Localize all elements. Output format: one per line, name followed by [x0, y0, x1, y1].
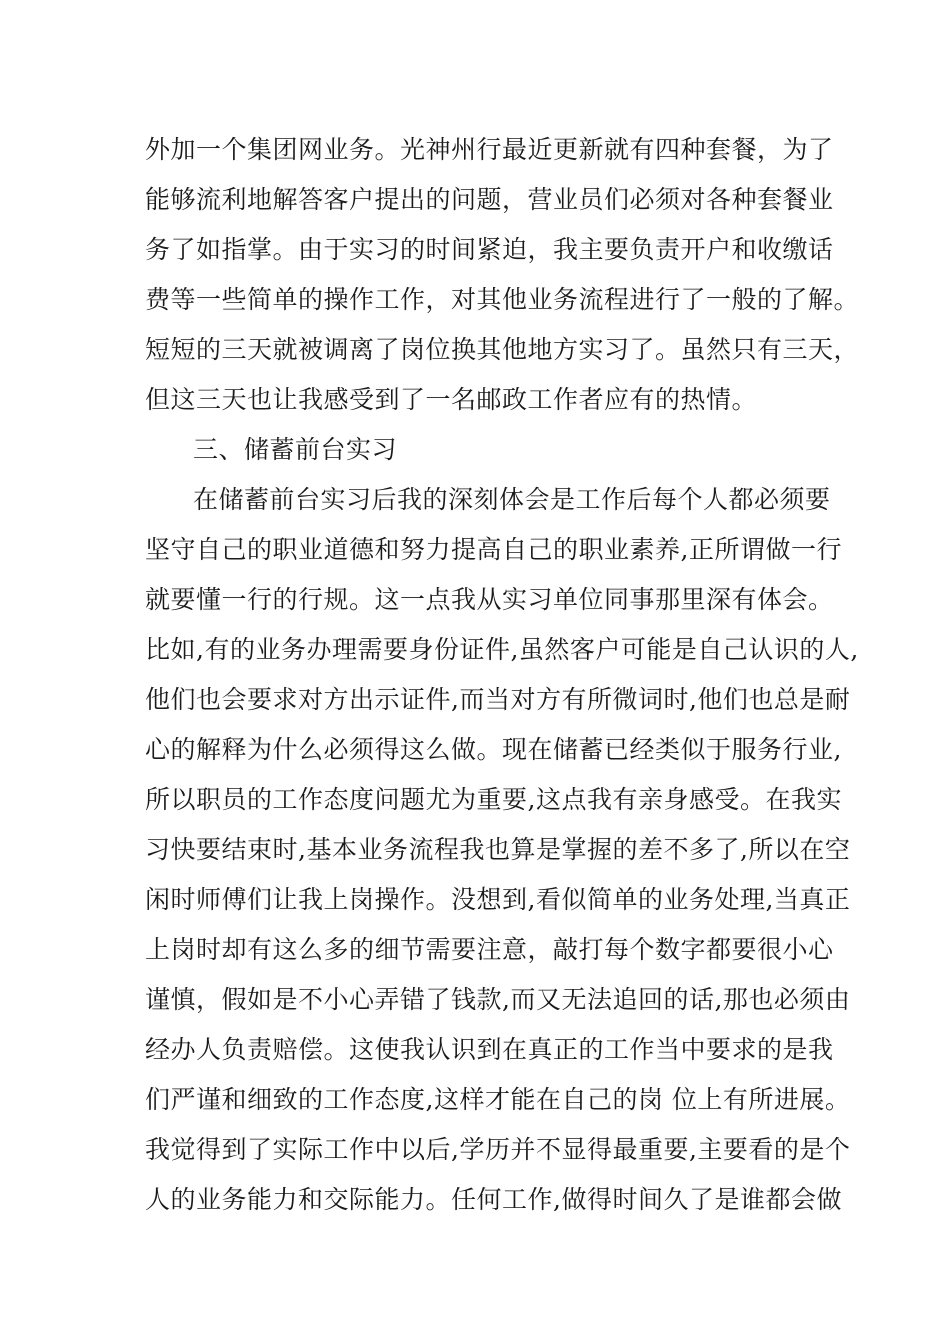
paragraph-line: 坚守自己的职业道德和努力提高自己的职业素养,正所谓做一行: [145, 535, 842, 564]
paragraph-line: 习快要结束时,基本业务流程我也算是掌握的差不多了,所以在空: [145, 835, 851, 864]
paragraph-line: 他们也会要求对方出示证件,而当对方有所微词时,他们也总是耐: [145, 685, 851, 714]
paragraph-line: 所以职员的工作态度问题尤为重要,这点我有亲身感受。在我实: [145, 785, 842, 814]
paragraph-line: 心的解释为什么必须得这么做。现在储蓄已经类似于服务行业,: [145, 735, 842, 764]
paragraph-line: 在储蓄前台实习后我的深刻体会是工作后每个人都必须要: [193, 485, 831, 514]
paragraph-line: 上岗时却有这么多的细节需要注意，敲打每个数字都要很小心: [145, 935, 834, 964]
paragraph-line: 费等一些简单的操作工作，对其他业务流程进行了一般的了解。: [145, 285, 860, 314]
section-heading: 三、储蓄前台实习: [193, 435, 398, 464]
paragraph-line: 比如,有的业务办理需要身份证件,虽然客户可能是自己认识的人,: [145, 635, 859, 664]
paragraph-line: 人的业务能力和交际能力。任何工作,做得时间久了是谁都会做: [145, 1185, 842, 1214]
paragraph-line: 就要懂一行的行规。这一点我从实习单位同事那里深有体会。: [145, 585, 834, 614]
paragraph-line: 能够流利地解答客户提出的问题，营业员们必须对各种套餐业: [145, 185, 834, 214]
paragraph-line: 们严谨和细致的工作态度,这样才能在自己的岗 位上有所进展。: [145, 1085, 851, 1114]
paragraph-line: 短短的三天就被调离了岗位换其他地方实习了。虽然只有三天，: [145, 335, 860, 364]
paragraph-line: 谨慎，假如是不小心弄错了钱款,而又无法追回的话,那也必须由: [145, 985, 851, 1014]
paragraph-line: 但这三天也让我感受到了一名邮政工作者应有的热情。: [145, 385, 758, 414]
paragraph-line: 外加一个集团网业务。光神州行最近更新就有四种套餐，为了: [145, 135, 834, 164]
paragraph-line: 我觉得到了实际工作中以后,学历并不显得最重要,主要看的是个: [145, 1135, 851, 1164]
paragraph-line: 务了如指掌。由于实习的时间紧迫，我主要负责开户和收缴话: [145, 235, 834, 264]
paragraph-line: 经办人负责赔偿。这使我认识到在真正的工作当中要求的是我: [145, 1035, 834, 1064]
paragraph-line: 闲时师傅们让我上岗操作。没想到,看似简单的业务处理,当真正: [145, 885, 851, 914]
